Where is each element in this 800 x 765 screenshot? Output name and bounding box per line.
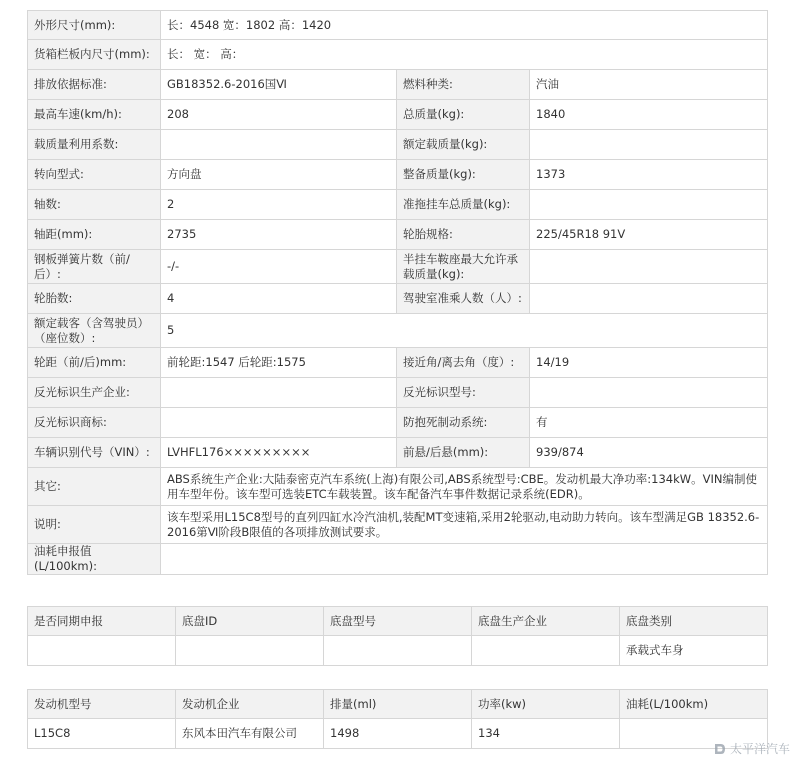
engine-header-cell: 油耗(L/100km) <box>620 690 768 719</box>
spec-label: 驾驶室准乘人数（人）: <box>397 284 530 314</box>
chassis-cell <box>472 636 620 666</box>
spec-row <box>28 506 768 544</box>
spec-value: 5 <box>161 314 768 348</box>
spec-label: 排放依据标准: <box>28 70 161 100</box>
chassis-cell <box>28 636 176 666</box>
spec-label: 轮胎数: <box>28 284 161 314</box>
spec-label: 燃料种类: <box>397 70 530 100</box>
spec-label: 载质量利用系数: <box>28 130 161 160</box>
spec-table <box>27 10 768 575</box>
spec-row <box>28 11 768 40</box>
spec-label: 油耗申报值(L/100km): <box>28 544 161 575</box>
spec-label: 额定载质量(kg): <box>397 130 530 160</box>
spec-row <box>28 284 768 314</box>
engine-header-cell: 排量(ml) <box>324 690 472 719</box>
spec-row <box>28 130 768 160</box>
spec-label: 货箱栏板内尺寸(mm): <box>28 40 161 70</box>
watermark <box>713 740 790 757</box>
spec-label: 最高车速(km/h): <box>28 100 161 130</box>
chassis-header-cell: 底盘生产企业 <box>472 607 620 636</box>
spec-label: 额定载客（含驾驶员）（座位数）: <box>28 314 161 348</box>
spec-row <box>28 190 768 220</box>
spec-row <box>28 250 768 284</box>
chassis-header-cell: 底盘型号 <box>324 607 472 636</box>
spec-label: 轴距(mm): <box>28 220 161 250</box>
spec-label: 转向型式: <box>28 160 161 190</box>
spec-value: 939/874 <box>530 438 768 468</box>
spec-row <box>28 438 768 468</box>
spec-value <box>530 378 768 408</box>
spec-label: 轴数: <box>28 190 161 220</box>
engine-data-row <box>28 719 768 749</box>
spec-value: 该车型采用L15C8型号的直列四缸水冷汽油机,装配MT变速箱,采用2轮驱动,电动助力转向。该车型满足GB 18352.6-2016第Ⅵ阶段B限值的各项排放测试要求。 <box>161 506 768 544</box>
spec-label: 轮距（前/后)mm: <box>28 348 161 378</box>
spec-row <box>28 100 768 130</box>
spec-value: 方向盘 <box>161 160 397 190</box>
chassis-table <box>27 606 768 666</box>
spec-value: 汽油 <box>530 70 768 100</box>
spec-row <box>28 70 768 100</box>
spec-label: 说明: <box>28 506 161 544</box>
chassis-cell: 承载式车身 <box>620 636 768 666</box>
spec-value <box>530 250 768 284</box>
engine-header-cell: 发动机企业 <box>176 690 324 719</box>
chassis-header-cell: 是否同期申报 <box>28 607 176 636</box>
spec-value <box>530 190 768 220</box>
spec-label: 轮胎规格: <box>397 220 530 250</box>
engine-cell: 东风本田汽车有限公司 <box>176 719 324 749</box>
spec-value: 2 <box>161 190 397 220</box>
spec-label: 前悬/后悬(mm): <box>397 438 530 468</box>
spec-label: 钢板弹簧片数（前/后）: <box>28 250 161 284</box>
spec-value: 有 <box>530 408 768 438</box>
spec-value: 4 <box>161 284 397 314</box>
spec-row <box>28 408 768 438</box>
spec-value: 2735 <box>161 220 397 250</box>
spec-label: 反光标识商标: <box>28 408 161 438</box>
spec-value: GB18352.6-2016国Ⅵ <box>161 70 397 100</box>
spec-row <box>28 314 768 348</box>
chassis-cell <box>176 636 324 666</box>
spec-value <box>161 544 768 575</box>
chassis-header-cell: 底盘类别 <box>620 607 768 636</box>
spec-value: -/- <box>161 250 397 284</box>
spec-value: 1840 <box>530 100 768 130</box>
spec-value <box>161 130 397 160</box>
spec-label: 其它: <box>28 468 161 506</box>
spec-value: 14/19 <box>530 348 768 378</box>
chassis-cell <box>324 636 472 666</box>
spec-value <box>161 378 397 408</box>
spec-value: 前轮距:1547 后轮距:1575 <box>161 348 397 378</box>
chassis-data-row <box>28 636 768 666</box>
engine-cell: L15C8 <box>28 719 176 749</box>
spec-row <box>28 468 768 506</box>
spec-label: 反光标识型号: <box>397 378 530 408</box>
spec-value: 长：4548 宽：1802 高：1420 <box>161 11 768 40</box>
spec-row <box>28 220 768 250</box>
spec-label: 接近角/离去角（度）: <box>397 348 530 378</box>
spec-label: 防抱死制动系统: <box>397 408 530 438</box>
spec-label: 总质量(kg): <box>397 100 530 130</box>
engine-cell: 134 <box>472 719 620 749</box>
spec-value <box>530 284 768 314</box>
chassis-header-row <box>28 607 768 636</box>
spec-value: 长： 宽： 高： <box>161 40 768 70</box>
spec-value: 225/45R18 91V <box>530 220 768 250</box>
spec-value: ABS系统生产企业:大陆泰密克汽车系统(上海)有限公司,ABS系统型号:CBE。发动机最大净功率:134kW。VIN编制使用车型年份。该车型可选装ETC车载装置。该车配备汽车事件数据记录系统(EDR)。 <box>161 468 768 506</box>
engine-header-cell: 发动机型号 <box>28 690 176 719</box>
spec-label: 车辆识别代号（VIN）: <box>28 438 161 468</box>
spec-label: 半挂车鞍座最大允许承载质量(kg): <box>397 250 530 284</box>
spec-value: 1373 <box>530 160 768 190</box>
spec-value: 208 <box>161 100 397 130</box>
spec-label: 整备质量(kg): <box>397 160 530 190</box>
pcauto-logo-icon <box>713 742 727 756</box>
chassis-header-cell: 底盘ID <box>176 607 324 636</box>
spec-row <box>28 378 768 408</box>
engine-header-row <box>28 690 768 719</box>
spec-value <box>161 408 397 438</box>
spec-label: 外形尺寸(mm): <box>28 11 161 40</box>
spec-row <box>28 348 768 378</box>
spec-label: 准拖挂车总质量(kg): <box>397 190 530 220</box>
engine-cell: 1498 <box>324 719 472 749</box>
spec-row <box>28 160 768 190</box>
spec-row <box>28 544 768 575</box>
spec-label: 反光标识生产企业: <box>28 378 161 408</box>
spec-value: LVHFL176××××××××× <box>161 438 397 468</box>
engine-header-cell: 功率(kw) <box>472 690 620 719</box>
engine-table <box>27 689 768 749</box>
watermark-text: 太平洋汽车 <box>729 742 790 756</box>
spec-row <box>28 40 768 70</box>
spec-value <box>530 130 768 160</box>
